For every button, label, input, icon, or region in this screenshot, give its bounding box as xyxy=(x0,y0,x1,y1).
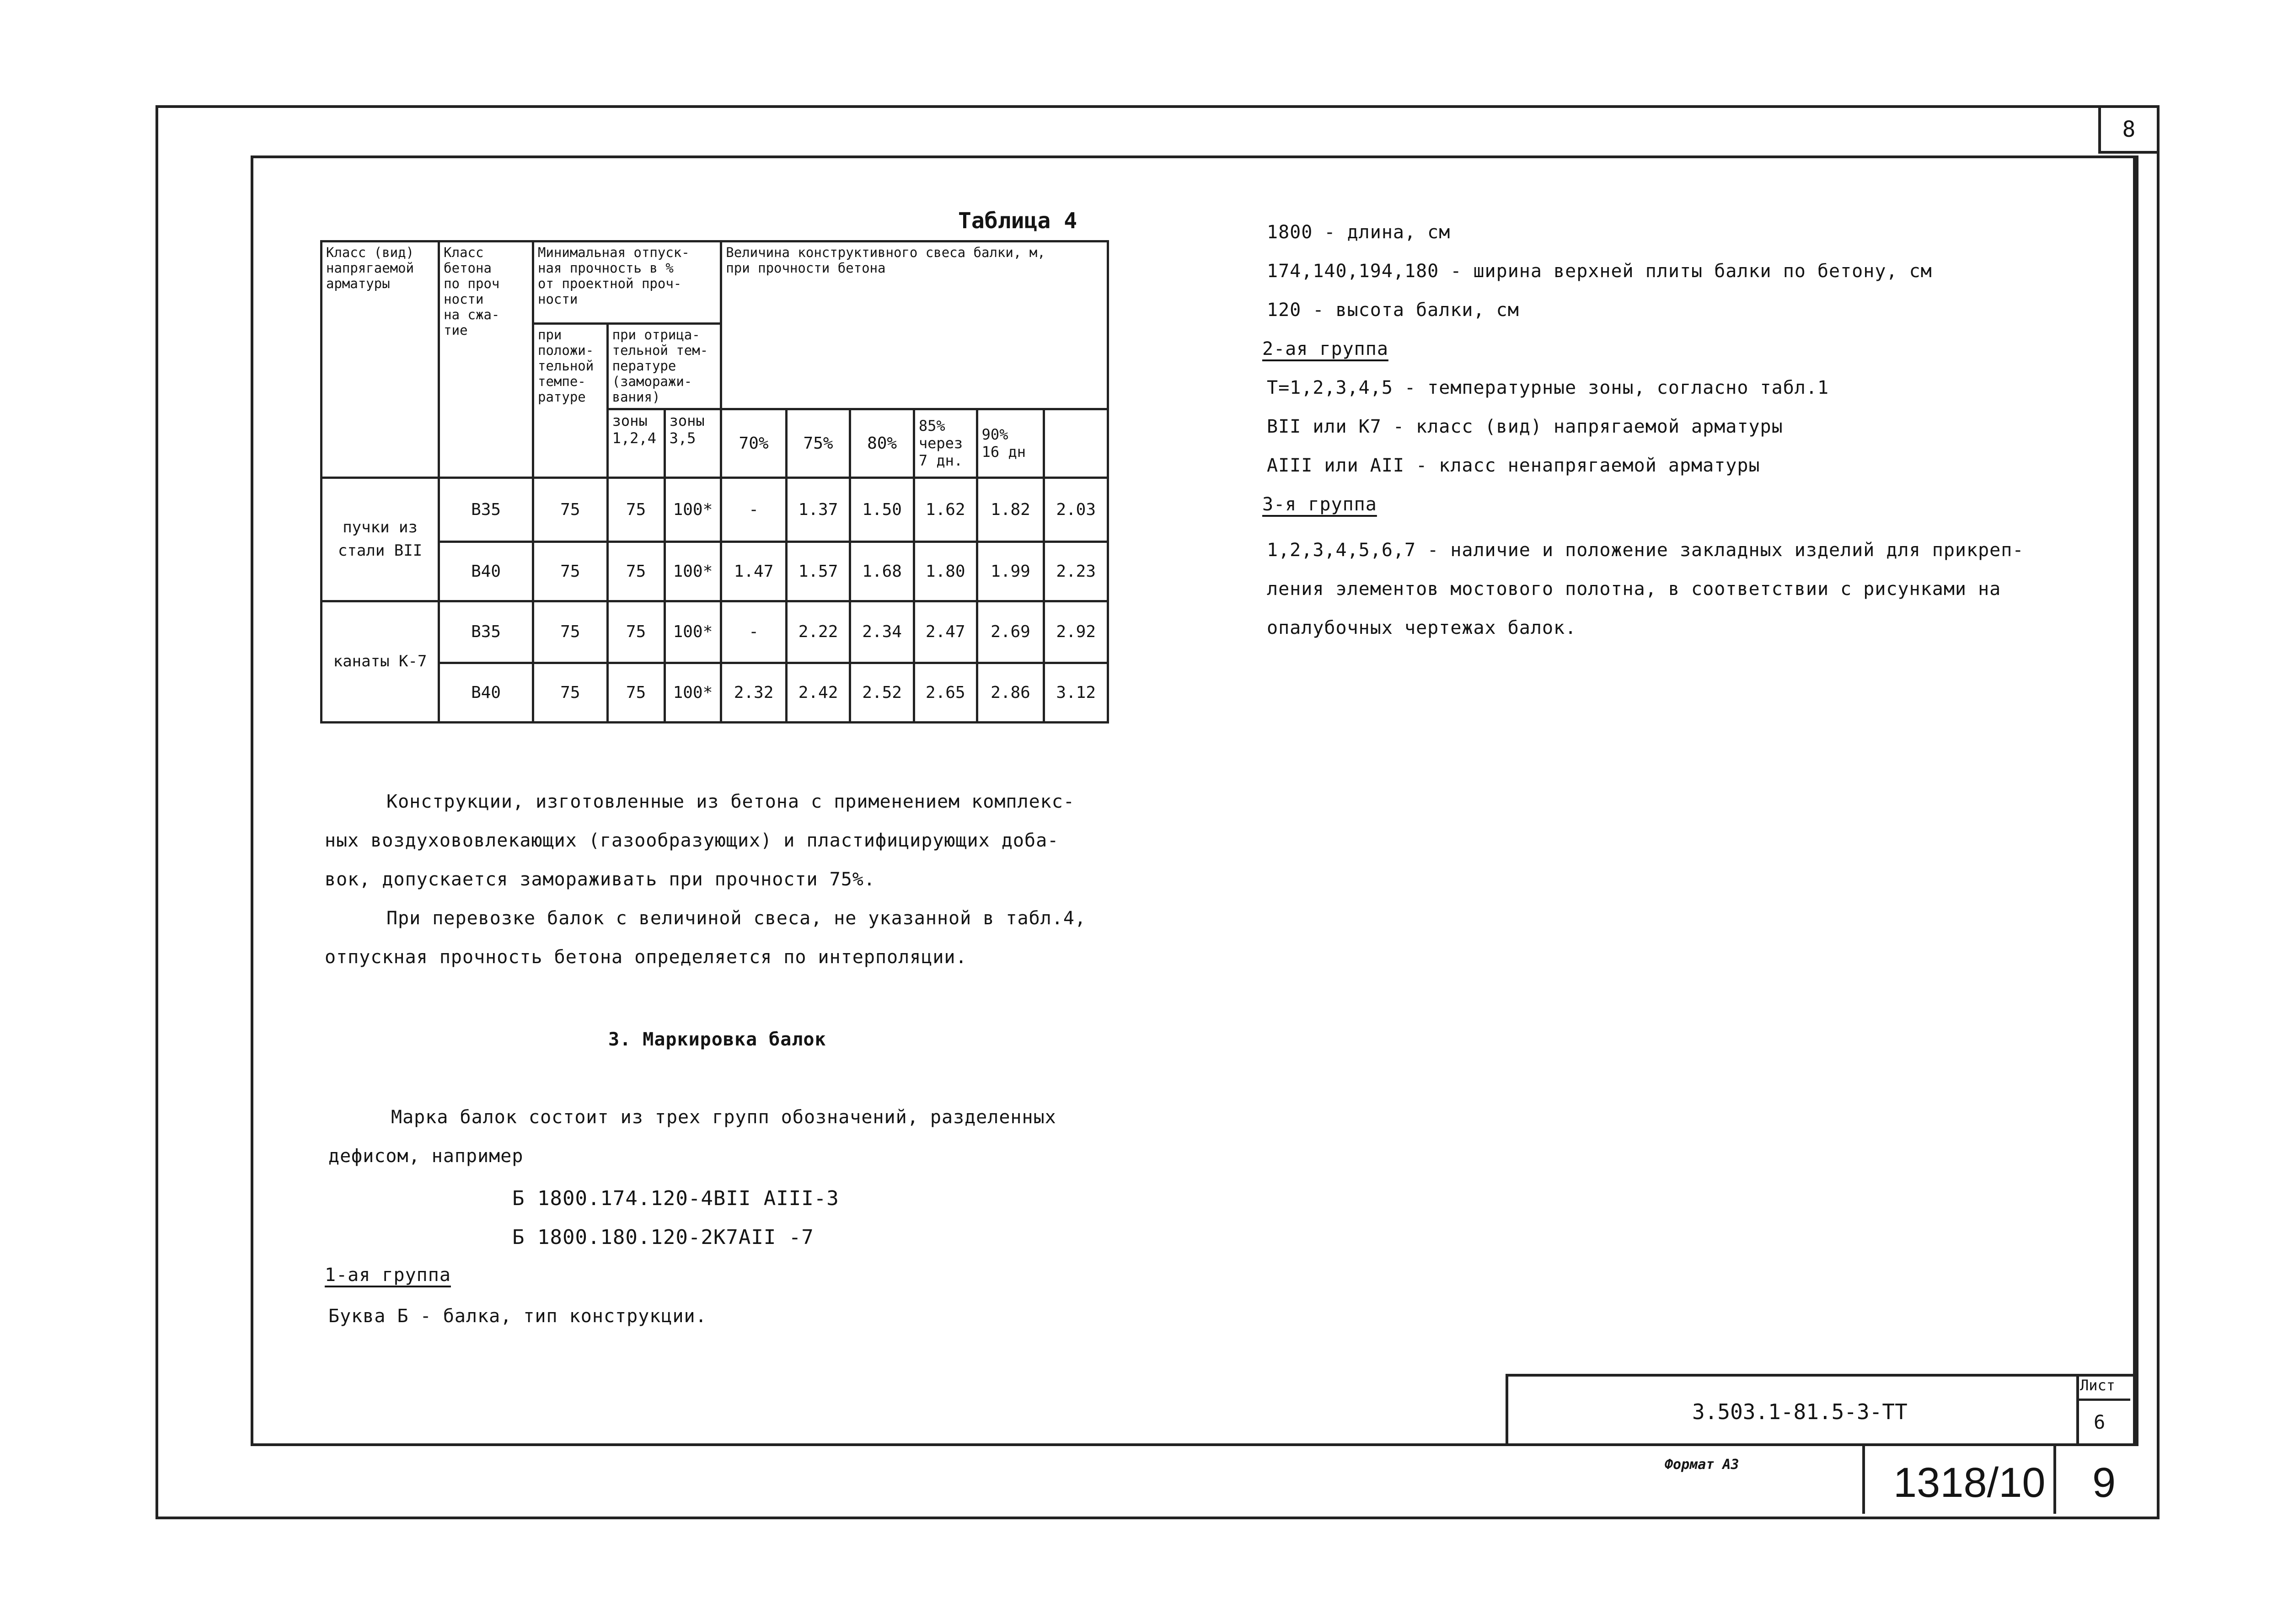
cell: 1.47 xyxy=(721,541,787,601)
cell: 1.80 xyxy=(914,541,977,601)
cell: 2.65 xyxy=(914,663,977,722)
format-label: Формат А3 xyxy=(1665,1457,1739,1473)
cell: 1.57 xyxy=(786,541,850,601)
list-divider xyxy=(2076,1399,2130,1401)
right-line4: Т=1,2,3,4,5 - температурные зоны, согласно табл.1 xyxy=(1267,377,1829,398)
cell: 75 xyxy=(607,477,665,541)
cell: 1.82 xyxy=(977,477,1044,541)
header-85: 85% через 7 дн. xyxy=(914,409,977,477)
right-line3: 120 - высота балки, см xyxy=(1267,300,1519,321)
cell: 2.47 xyxy=(914,601,977,663)
right-line7: 1,2,3,4,5,6,7 - наличие и положение закладных изделий для прикреп- xyxy=(1267,540,2024,561)
cell: 2.92 xyxy=(1044,601,1108,663)
cell: В40 xyxy=(439,663,533,722)
section-title: 3. Маркировка балок xyxy=(608,1029,826,1050)
table-title: Таблица 4 xyxy=(958,208,1077,234)
example-2: Б 1800.180.120-2K7AII -7 xyxy=(512,1226,814,1249)
group-name: пучки из стали BII xyxy=(322,477,439,601)
cell: - xyxy=(721,477,787,541)
right-line2: 174,140,194,180 - ширина верхней плиты балки по бетону, см xyxy=(1267,261,1932,282)
header-positive-temp: при положи- тельной темпе- ратуре xyxy=(533,324,608,478)
table-4 xyxy=(320,240,1109,724)
table-row xyxy=(322,541,1108,601)
cell: В35 xyxy=(439,477,533,541)
para3-line2: дефисом, например xyxy=(328,1146,524,1167)
para3-line1: Марка балок состоит из трех групп обозначений, разделенных xyxy=(391,1107,1056,1128)
header-80: 80% xyxy=(850,409,914,477)
header-camber: Величина конструктивного свеса балки, м, при прочности бетона xyxy=(721,241,1108,409)
page-number: 9 xyxy=(2092,1459,2116,1506)
para1-line3: вок, допускается замораживать при прочности 75%. xyxy=(325,869,875,890)
group-name: канаты К-7 xyxy=(322,601,439,722)
list-number: 6 xyxy=(2094,1411,2106,1433)
para1-line1: Конструкции, изготовленные из бетона с применением комплекс- xyxy=(386,791,1075,812)
cell: 75 xyxy=(533,601,608,663)
cell: 2.23 xyxy=(1044,541,1108,601)
para1-line2: ных воздухововлекающих (газообразующих) и пластифицирующих доба- xyxy=(325,830,1059,851)
group1-text: Буква Б - балка, тип конструкции. xyxy=(328,1306,707,1327)
cell: 2.52 xyxy=(850,663,914,722)
cell: 75 xyxy=(607,541,665,601)
cell: 2.42 xyxy=(786,663,850,722)
cell: 1.62 xyxy=(914,477,977,541)
archive-number: 1318/10 xyxy=(1893,1459,2046,1506)
cell: 2.86 xyxy=(977,663,1044,722)
group1-title: 1-ая группа xyxy=(325,1265,451,1286)
cell: 100* xyxy=(665,663,721,722)
header-zones-124: зоны 1,2,4 xyxy=(607,409,665,477)
cell: 2.03 xyxy=(1044,477,1108,541)
header-min-strength: Минимальная отпуск- ная прочность в % от проектной проч- ности xyxy=(533,241,721,324)
right-line6: AIII или AII - класс ненапрягаемой арматуры xyxy=(1267,455,1760,476)
right-line8: ления элементов мостового полотна, в соответствии с рисунками на xyxy=(1267,579,2001,600)
table-row xyxy=(322,663,1108,722)
cell: 100* xyxy=(665,541,721,601)
right-line5: BII или К7 - класс (вид) напрягаемой арматуры xyxy=(1267,416,1783,437)
cell: 2.69 xyxy=(977,601,1044,663)
list-label: Лист xyxy=(2080,1377,2116,1394)
para2-line1: При перевозке балок с величиной свеса, не указанной в табл.4, xyxy=(386,908,1087,929)
sheet-number: 8 xyxy=(2098,105,2160,154)
header-concrete-class: Класс бетона по проч ности на сжа- тие xyxy=(439,241,533,478)
cell: 75 xyxy=(533,663,608,722)
cell: 3.12 xyxy=(1044,663,1108,722)
cell: 100* xyxy=(665,601,721,663)
right-line9: опалубочных чертежах балок. xyxy=(1267,617,1577,638)
header-70: 70% xyxy=(721,409,787,477)
header-empty xyxy=(1044,409,1108,477)
example-1: Б 1800.174.120-4BII AIII-3 xyxy=(512,1187,839,1210)
archive-divider xyxy=(2053,1444,2056,1514)
table-row xyxy=(322,601,1108,663)
cell: 75 xyxy=(533,477,608,541)
group3-title: 3-я группа xyxy=(1262,494,1377,515)
header-negative-temp: при отрица- тельной тем- пературе (заморажи- вания) xyxy=(607,324,721,409)
cell: 1.37 xyxy=(786,477,850,541)
cell: 75 xyxy=(607,601,665,663)
header-90: 90% 16 дн xyxy=(977,409,1044,477)
cell: 100* xyxy=(665,477,721,541)
header-zones-35: зоны 3,5 xyxy=(665,409,721,477)
right-line1: 1800 - длина, см xyxy=(1267,222,1451,243)
group2-title: 2-ая группа xyxy=(1262,338,1388,359)
cell: 1.99 xyxy=(977,541,1044,601)
cell: 75 xyxy=(607,663,665,722)
cell: 2.32 xyxy=(721,663,787,722)
cell: 75 xyxy=(533,541,608,601)
cell: 1.50 xyxy=(850,477,914,541)
cell: 2.34 xyxy=(850,601,914,663)
table-row xyxy=(322,477,1108,541)
cell: - xyxy=(721,601,787,663)
header-75: 75% xyxy=(786,409,850,477)
header-rebar-class: Класс (вид) напрягаемой арматуры xyxy=(322,241,439,478)
cell: 2.22 xyxy=(786,601,850,663)
cell: В40 xyxy=(439,541,533,601)
document-code: 3.503.1-81.5-3-ТТ xyxy=(1692,1399,1908,1424)
cell: 1.68 xyxy=(850,541,914,601)
para2-line2: отпускная прочность бетона определяется по интерполяции. xyxy=(325,947,967,968)
cell: В35 xyxy=(439,601,533,663)
